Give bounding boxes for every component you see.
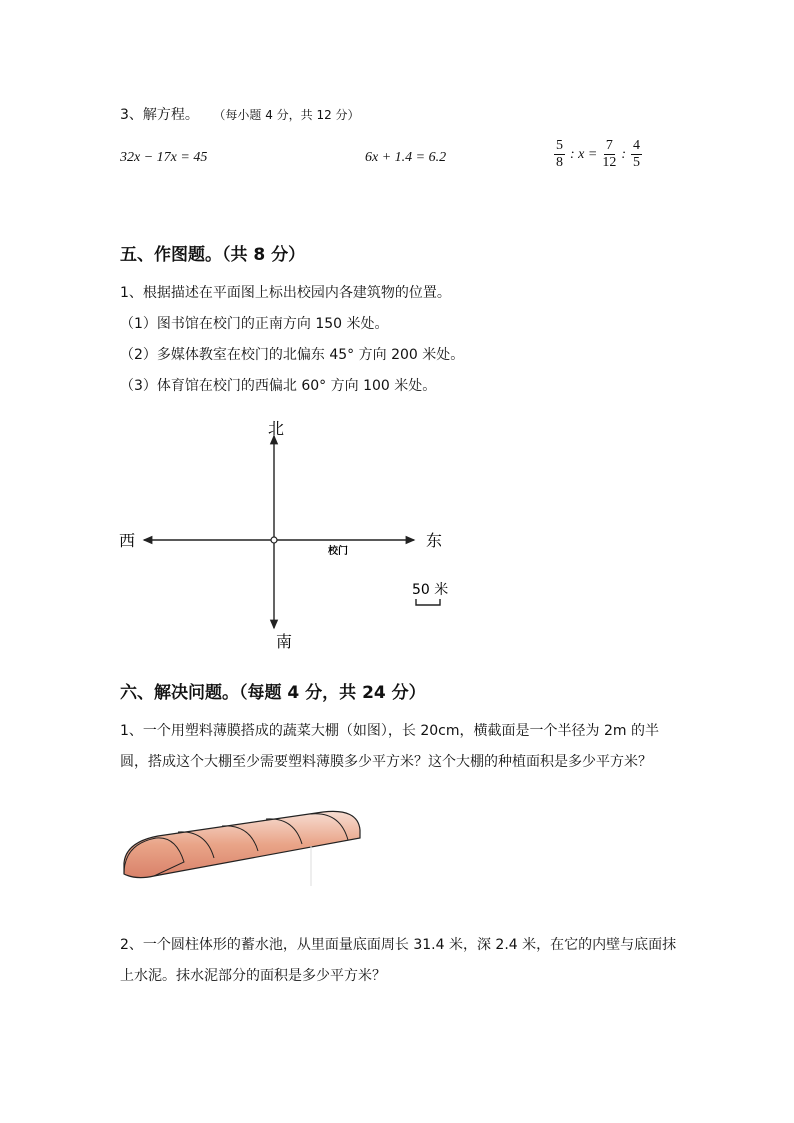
section-5-heading: 五、作图题。（共 8 分） [120, 245, 306, 265]
fraction-4-5: $\frac{4}{5}$ [633, 138, 640, 170]
problem-2-text: 2、一个圆柱体形的蓄水池，从里面量底面周长 31.4 米，深 2.4 米，在它的内壁与底面抹上水泥。抹水泥部分的面积是多少平方米？ [120, 937, 677, 984]
q3-note: （每小题 4 分，共 12 分） [213, 108, 360, 122]
east-label: 东 [425, 531, 443, 550]
section-5-item-3: （3）体育馆在校门的西偏北 60° 方向 100 米处。 [120, 378, 437, 394]
compass-diagram [110, 410, 470, 655]
greenhouse-film [124, 811, 360, 877]
fraction-5-8: $\frac{5}{8}$ [556, 138, 563, 170]
q3-heading [120, 104, 360, 124]
gate-point [271, 537, 277, 543]
scale-bar [416, 599, 440, 605]
ratio-equals: : x = [570, 146, 598, 162]
equation-3 [552, 138, 644, 171]
problem-1-text: 1、一个用塑料薄膜搭成的蔬菜大棚（如图），长 20cm，横截面是一个半径为 2m 的半圆，搭成这个大棚至少需要塑料薄膜多少平方米？这个大棚的种植面积是多少平方米？ [120, 723, 659, 770]
gate-label: 校门 [328, 546, 348, 557]
section-6-heading: 六、解决问题。（每题 4 分，共 24 分） [120, 683, 426, 703]
section-5-item-2: （2）多媒体教室在校门的北偏东 45° 方向 200 米处。 [120, 347, 465, 363]
scale-label: 50 米 [412, 582, 449, 598]
ratio-colon: : [621, 146, 626, 162]
section-5-question-1: 1、根据描述在平面图上标出校园内各建筑物的位置。 [120, 285, 451, 301]
equation-1: 32x − 17x = 45 [120, 150, 208, 165]
south-label: 南 [275, 632, 293, 651]
fraction-7-12: $\frac{7}{12}$ [602, 138, 617, 170]
north-label: 北 [267, 419, 285, 438]
west-label: 西 [118, 531, 136, 550]
q3-title: 3、解方程。 [120, 107, 199, 123]
section-5-item-1: （1）图书馆在校门的正南方向 150 米处。 [120, 316, 389, 332]
equation-2: 6x + 1.4 = 6.2 [365, 150, 447, 165]
greenhouse-illustration [118, 808, 368, 888]
